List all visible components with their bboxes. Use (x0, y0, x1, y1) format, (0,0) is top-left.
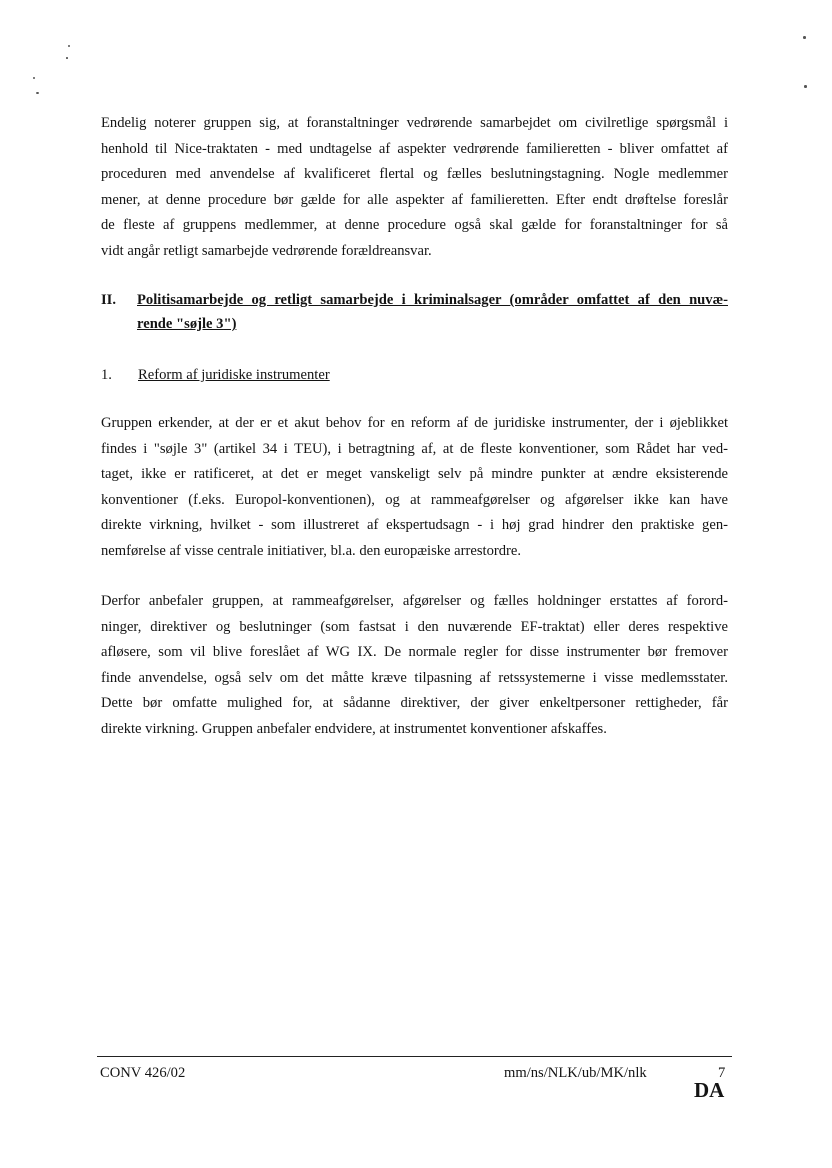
paragraph-reform-need (101, 411, 728, 565)
section-title-tail: ") (223, 316, 237, 332)
section-number: II. (101, 292, 117, 308)
text-line: Endelig noterer gruppen sig, at foranstaltninger vedrørende samarbejdet om civilretlige spørgsmål i (101, 115, 728, 131)
text-line: Gruppen erkender, at der er et akut behov for en reform af de juridiske instrumenter, der i øjeblikket (101, 415, 728, 431)
text-line: de fleste af gruppens medlemmer, at denne procedure også skal gælde for foranstaltninger for så (101, 217, 728, 234)
text-line: Dette bør omfatte mulighed for, at sådanne direktiver, der giver enkeltpersoner rettigheder, får (101, 695, 728, 712)
text-line: direkte virkning. Gruppen anbefaler endvidere, at instrumentet konventioner afskaffes. (101, 720, 607, 737)
text-line: henhold til Nice-traktaten - med undtagelse af aspekter vedrørende familieretten - bliver omfattet af (101, 140, 728, 157)
footer-initials: mm/ns/NLK/ub/MK/nlk (504, 1065, 647, 1081)
text-line: nemførelse af visse centrale initiativer, bl.a. den europæiske arrestordre. (101, 542, 522, 559)
text-line: direkte virkning, hvilket - som illustreret af ekspertudsagn - i høj grad hindrer den praktiske gen- (101, 517, 728, 534)
paragraph-recommendation (101, 589, 728, 743)
text-line: Derfor anbefaler gruppen, at rammeafgørelser, afgørelser og fælles holdninger erstattes af forord- (101, 593, 728, 609)
subsection-number: 1. (101, 367, 112, 383)
section-title-line (137, 312, 728, 336)
text-line: proceduren med anvendelse af kvalificeret flertal og fælles beslutningstagning. Nogle medlemmer (101, 166, 728, 183)
page-number: 7 (718, 1065, 726, 1081)
paragraph-family-law (101, 111, 728, 265)
text-line: findes i "søjle 3" (artikel 34 i TEU), i betragtning af, at de fleste konventioner, som Rådet har ved- (101, 440, 728, 457)
scan-speck (68, 45, 70, 47)
language-code: DA (694, 1078, 725, 1102)
text-line: finde anvendelse, også selv om det måtte kræve tilpasning af retssystemerne i visse medlemsstater. (101, 669, 728, 686)
scan-speck (36, 92, 39, 94)
section-title-line: Politisamarbejde og retligt samarbejde i kriminalsager (områder omfattet af den nuvæ- (137, 292, 728, 308)
section-title (137, 288, 728, 336)
subsection-title: Reform af juridiske instrumenter (138, 367, 330, 383)
section-title-underlined-part: rende "søjle 3 (137, 316, 224, 332)
text-line: vidt angår retligt samarbejde vedrørende forældreansvar. (101, 242, 432, 259)
footer-doc-ref: CONV 426/02 (100, 1065, 186, 1081)
scan-speck (804, 85, 807, 88)
scan-speck (33, 77, 35, 79)
footer-divider (97, 1056, 732, 1057)
text-line: afløsere, som vil blive foreslået af WG IX. De normale regler for disse instrumenter bør fremover (101, 644, 728, 661)
scan-speck (803, 36, 806, 39)
text-line: ninger, direktiver og beslutninger (som fastsat i den nuværende EF-traktat) eller deres respektive (101, 618, 728, 635)
text-line: mener, at denne procedure bør gælde for alle aspekter af familieretten. Efter endt drøftelse foreslår (101, 191, 728, 208)
scan-speck (66, 57, 68, 59)
text-line: taget, ikke er ratificeret, at det er meget vanskeligt selv på mindre punkter at ændre eksisterende (101, 466, 728, 483)
text-line: konventioner (f.eks. Europol-konventionen), og at rammeafgørelser og afgørelser ikke kan have (101, 491, 728, 508)
